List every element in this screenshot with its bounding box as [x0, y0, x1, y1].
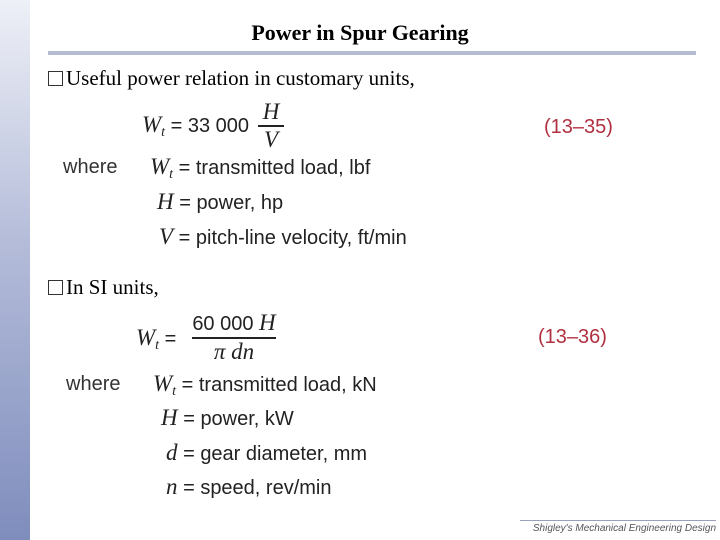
def-equals: = [183, 443, 195, 465]
equation-number-13-35: (13–35) [544, 116, 613, 138]
def-equals: = [178, 157, 191, 179]
numerator-var: H [259, 310, 276, 335]
fraction-numerator: H [262, 99, 280, 124]
definition-row [159, 225, 407, 250]
where-label: where [66, 373, 121, 395]
bullet-box-icon [48, 280, 63, 295]
definition-row [153, 372, 377, 404]
equation-number-13-36: (13–36) [538, 326, 607, 348]
def-text: transmitted load, kN [198, 374, 377, 396]
def-text: transmitted load, lbf [195, 157, 371, 179]
definition-row [166, 441, 367, 466]
definition-row [150, 155, 370, 187]
def-text: pitch-line velocity, ft/min [195, 227, 407, 249]
equation-13-35 [142, 113, 249, 145]
eq-equals: = [164, 328, 177, 350]
bullet-customary-units [48, 65, 415, 91]
def-var: W [153, 371, 173, 396]
fraction-denominator: V [258, 125, 284, 151]
footer-source: Shigley's Mechanical Engineering Design [520, 520, 716, 534]
eq-var: W [142, 112, 162, 137]
slide-sidebar [0, 0, 30, 540]
definition-row [161, 406, 294, 431]
def-equals: = [181, 374, 194, 396]
def-text: speed, rev/min [200, 477, 332, 499]
def-text: power, hp [196, 192, 284, 214]
eq-var: W [136, 325, 156, 350]
def-sub: t [169, 167, 174, 182]
def-var: H [157, 189, 174, 214]
eq-sub: t [161, 125, 166, 140]
def-equals: = [179, 192, 191, 214]
def-sub: t [172, 384, 177, 399]
eq-equals: = [170, 115, 183, 137]
def-equals: = [183, 408, 195, 430]
bullet-text: Useful power relation in customary units, [66, 66, 415, 90]
definition-row [166, 475, 331, 500]
fraction-denominator: π dn [192, 337, 276, 363]
def-text: gear diameter, mm [200, 443, 368, 465]
title-divider [48, 51, 696, 55]
equation-13-36-fraction [192, 312, 276, 363]
def-var: W [150, 154, 170, 179]
def-text: power, kW [200, 408, 294, 430]
def-equals: = [178, 227, 191, 249]
definition-row [157, 190, 283, 215]
equation-13-36 [136, 326, 176, 358]
bullet-si-units [48, 274, 159, 300]
def-var: n [166, 474, 178, 499]
def-var: H [161, 405, 178, 430]
fraction-numerator [192, 312, 276, 337]
equation-13-35-fraction [258, 101, 284, 151]
eq-coefficient: 33 000 [187, 115, 250, 137]
slide-title: Power in Spur Gearing [251, 20, 469, 45]
def-var: V [159, 224, 174, 249]
where-label: where [63, 156, 118, 178]
eq-sub: t [155, 338, 160, 353]
bullet-text: In SI units, [66, 275, 159, 299]
numerator-number: 60 000 [192, 313, 254, 335]
def-var: d [166, 440, 178, 465]
def-equals: = [183, 477, 195, 499]
bullet-box-icon [48, 71, 63, 86]
